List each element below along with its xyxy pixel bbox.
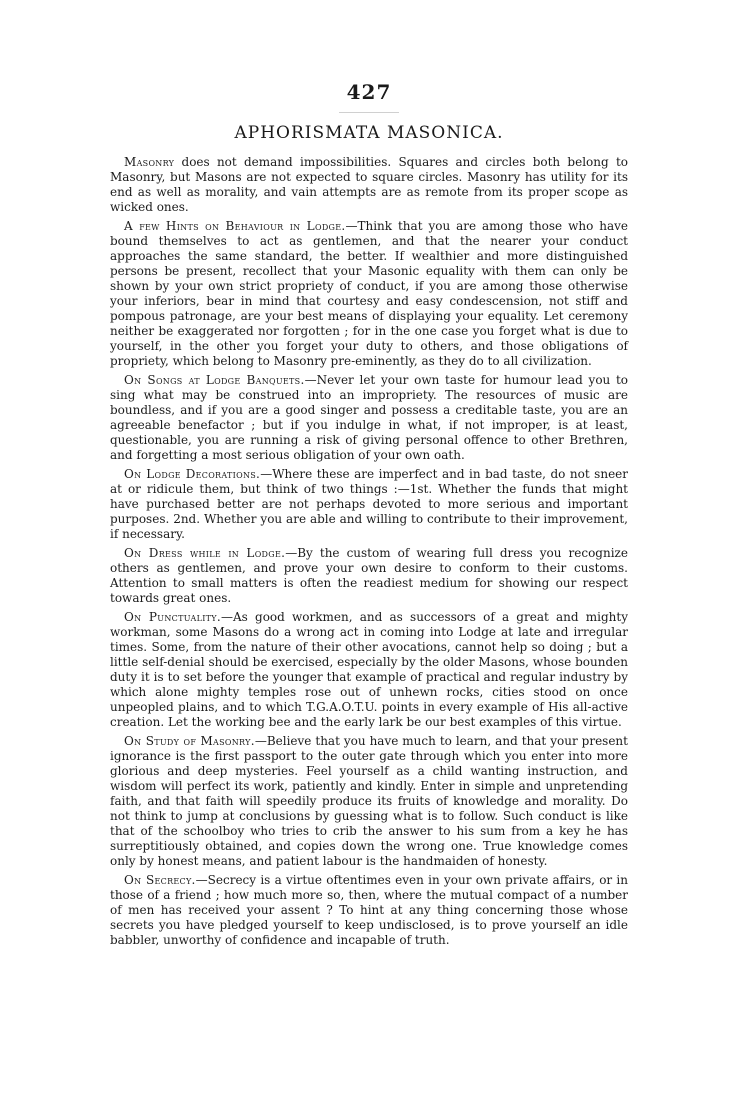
paragraph-body: —As good workmen, and as successors of a great and mighty workman, some Masons do a wrong act in coming into Lodge at late and irregular times. Some, from the nature of their other avocations, cannot help so doing ; but a little self-denial should be exercised, especially by the older Masons, whose bounden duty it is to set before the younger that example of practical and regular industry by which alone mighty temples rose out of unhewn rocks, cities stood on once unpeopled plains, and to which T.G.A.O.T.U. points in every example of His all-active creation. Let the working bee and the early lark be our best examples of this virtue. (110, 610, 628, 729)
document-page (110, 80, 628, 952)
page-title: APHORISMATA MASONICA. (234, 123, 504, 143)
paragraph-dress-in-lodge (110, 546, 628, 606)
paragraph-lead: On Punctuality. (124, 610, 221, 624)
paragraph-body: —Think that you are among those who have bound themselves to act as gentlemen, and that the nearer your conduct approaches the same standard, the better. If wealthier and more distinguished persons be present, recollect that your Masonic equality with them can only be shown by your own strict propriety of conduct, if you are among those otherwise your inferiors, bear in mind that courtesy and easy condescension, not stiff and pompous patronage, are your best means of displaying your equality. Let ceremony neither be exaggerated nor forgotten ; for in the one case you forget what is due to yourself, in the other you forget your duty to others, and those obligations of propriety, which belong to Masonry pre-eminently, as they do to all civilization. (110, 219, 628, 368)
paragraph-study-of-masonry (110, 734, 628, 869)
paragraph-lead: On Dress while in Lodge. (124, 546, 286, 560)
paragraph-body: —Never let your own taste for humour lead you to sing what may be construed into an impropriety. The resources of music are boundless, and if you are a good singer and possess a creditable taste, you are an agreeable benefactor ; but if you indulge in what, if not improper, is at least, questionable, you are running a risk of giving personal offence to other Brethren, and forgetting a most serious obligation of your own oath. (110, 373, 629, 462)
paragraph-behaviour-in-lodge (110, 219, 628, 369)
paragraph-body: —Believe that you have much to learn, and that your present ignorance is the first passport to the outer gate through which you enter into more glorious and deep mysteries. Feel yourself as a child wanting instruction, and wisdom will perfect its work, patiently and kindly. Enter in simple and unpretending faith, and that faith will speedily produce its fruits of knowledge and morality. Do not think to jump at conclusions by guessing what is to follow. Such conduct is like that of the schoolboy who tries to crib the answer to his sum from a key he has surreptitiously obtained, and copies down the wrong one. True knowledge comes only by honest means, and patient labour is the handmaiden of honesty. (110, 734, 628, 868)
paragraph-body: —Secrecy is a virtue oftentimes even in your own private affairs, or in those of a friend ; how much more so, then, where the mutual compact of a number of men has received your assent ? To hint at any thing concerning those whose secrets you have pledged yourself to keep undisclosed, is to prove yourself an idle babbler, unworthy of confidence and incapable of truth. (110, 873, 629, 947)
paragraph-lead: On Lodge Decorations. (124, 467, 261, 481)
paragraph-lead: A few Hints on Behaviour in Lodge. (124, 219, 346, 233)
paragraph-lead: On Study of Masonry. (124, 734, 255, 748)
paragraph-body: does not demand impossibilities. Squares and circles both belong to Masonry, but Masons are not expected to square circles. Masonry has utility for its end as well as morality, and vain attempts are as remote from its proper scope as wicked ones. (110, 155, 628, 214)
paragraph-lead: On Secrecy. (124, 873, 196, 887)
paragraph-lead: On Songs at Lodge Banquets. (124, 373, 305, 387)
paragraph-songs-at-banquets (110, 373, 628, 463)
page-number: 427 (346, 80, 392, 104)
paragraph-masonry (110, 155, 628, 215)
paragraph-body: —Where these are imperfect and in bad taste, do not sneer at or ridicule them, but think of two things :—1st. Whether the funds that might have purchased better are not perhaps devoted to more serious and important purposes. 2nd. Whether you are able and willing to contribute to their improvement, if necessary. (110, 467, 629, 541)
paragraph-punctuality (110, 610, 628, 730)
paragraph-lodge-decorations (110, 467, 628, 542)
paragraph-lead: Masonry (124, 155, 175, 169)
paragraph-body: —By the custom of wearing full dress you recognize others as gentlemen, and prove your own desire to conform to their customs. Attention to small matters is often the readiest medium for showing our respect towards great ones. (110, 546, 628, 605)
paragraph-secrecy (110, 873, 628, 948)
divider (339, 112, 399, 113)
